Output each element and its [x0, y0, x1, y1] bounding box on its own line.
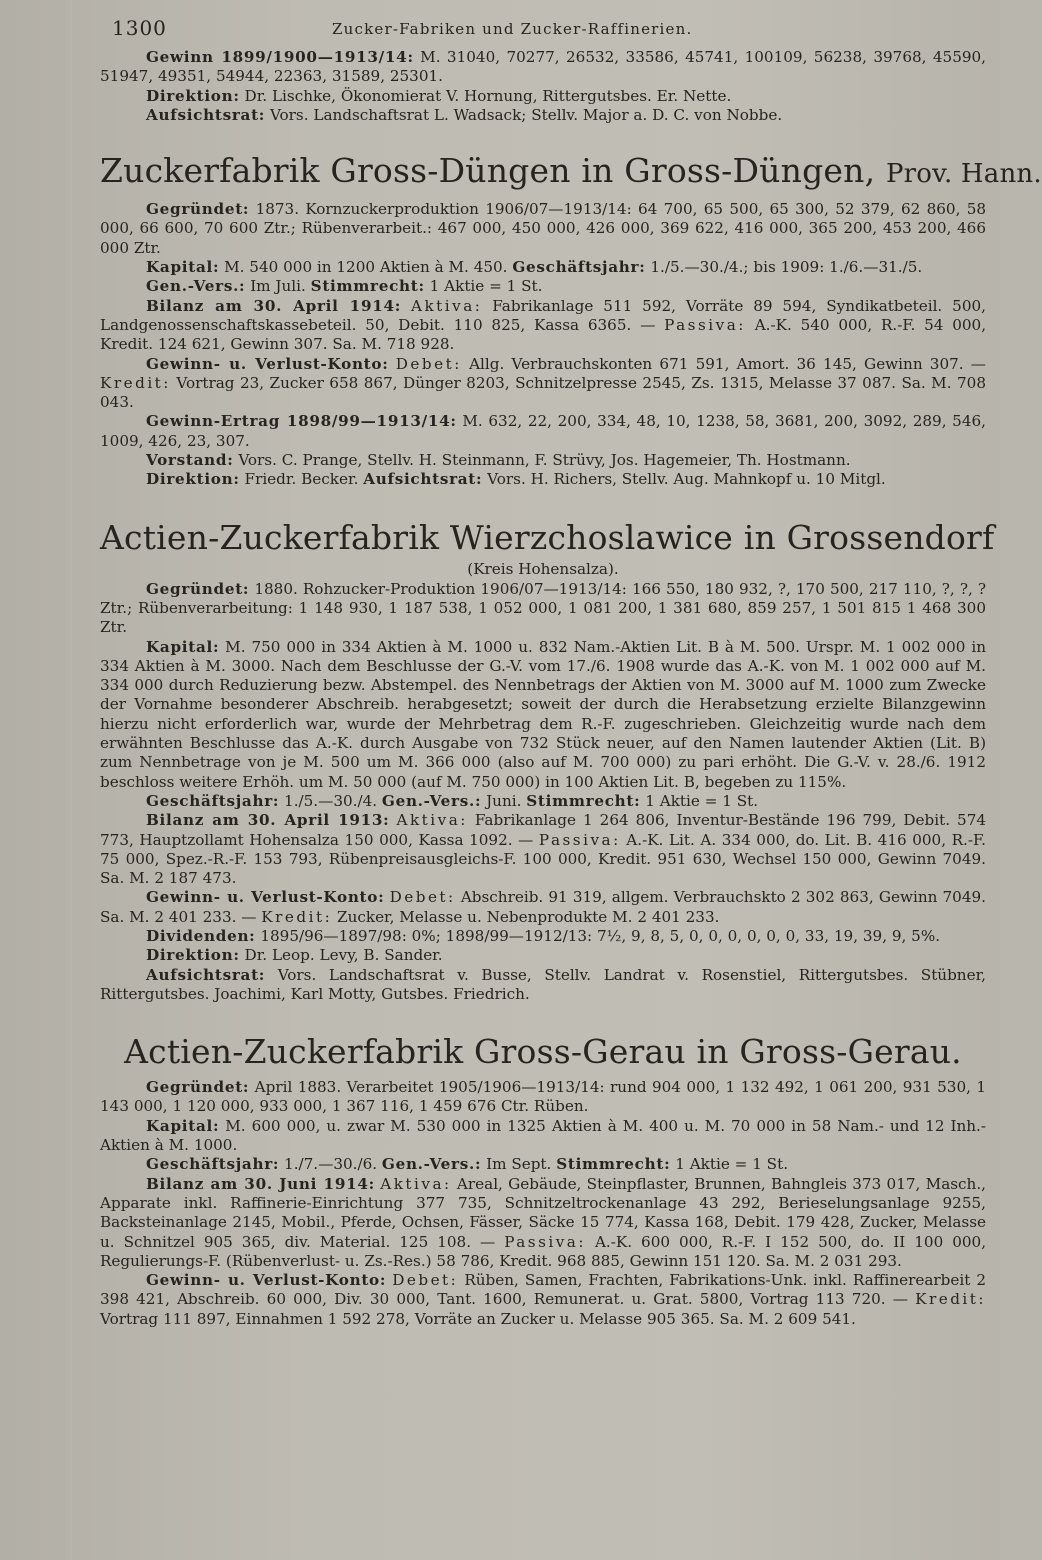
kapital-paragraph: Kapital: M. 750 000 in 334 Aktien à M. 1000 u. 832 Nam.-Aktien Lit. B à M. 500. Urspr. M. 1 002 000 in 334 Aktien à M. 3000. Nach dem Beschlusse der G.-V. vom 17./6. 1908 wurde das A.-K. von M. 1 002 000 auf M. 334 000 durch Reduzierung bezw. Abstempel. des Nennbetrags der Aktien von M. 3000 auf M. 1000 zum Zwecke der Vornahme besonderer Abschreib. herabgesetzt; soweit der durch die Herabsetzung erzielte Bilanzgewinn hierzu nicht erforderlich war, wurde der Mehrbetrag dem R.-F. zugeschrieben. Gleichzeitig wurde nach dem erwähnten Beschlusse das A.-K. durch Ausgabe von 732 Stück neuer, auf den Namen lautender Aktien (Lit. B) zum Nennbetrage von je M. 500 um M. 366 000 (also auf M. 700 000) zu pari erhöht. Die G.-V. v. 28./6. 1912 beschloss weitere Erhöh. um M. 50 000 (auf M. 750 000) in 100 Aktien Lit. B, begeben zu 115%. [100, 637, 987, 791]
gv-konto-paragraph: Gewinn- u. Verlust-Konto: Debet: Abschreib. 91 319, allgem. Verbrauchskto 2 302 863, Gewinn 7049. Sa. M. 2 401 233. — Kredit: Zucker, Melasse u. Nebenprodukte M. 2 401 233. [100, 888, 986, 926]
company-subtitle: (Kreis Hohensalza). [467, 559, 619, 578]
gegruendet-paragraph: Gegründet: 1873. Kornzuckerproduktion 1906/07—1913/14: 64 700, 65 500, 65 300, 52 379, 62 860, 58 000, 66 600, 70 600 Ztr.; Rübenverarbeit.: 467 000, 450 000, 426 000, 369 622, 416 000, 365 200, 453 200, 466 000 Ztr. [100, 200, 987, 257]
direktion-paragraph: Direktion: Dr. Lischke, Ökonomierat V. Hornung, Rittergutsbes. Er. Nette. [146, 86, 732, 105]
previous-entry [100, 48, 986, 125]
company-entry [100, 151, 1042, 489]
aufsichtsrat-paragraph: Aufsichtsrat: Vors. Landschaftsrat L. Wadsack; Stellv. Major a. D. C. von Nobbe. [146, 105, 783, 124]
kapital-paragraph: Kapital: M. 600 000, u. zwar M. 530 000 in 1325 Aktien à M. 400 u. M. 70 000 in 58 Nam.- und 12 Inh.-Aktien à M. 1000. [100, 1116, 986, 1155]
company-entry [100, 1032, 986, 1329]
gewinn-paragraph: Gewinn 1899/1900—1913/14: M. 31040, 70277, 26532, 33586, 45741, 100109, 56238, 39768, 45590, 51947, 49351, 54944, 22363, 31589, 25301. [100, 48, 987, 86]
dividenden-paragraph: Dividenden: 1895/96—1897/98: 0%; 1898/99—1912/13: 7½, 9, 8, 5, 0, 0, 0, 0, 0, 0, 33, 19, 39, 9, 5%. [146, 926, 941, 945]
gv-konto-paragraph: Gewinn- u. Verlust-Konto: Debet: Rüben, Samen, Frachten, Fabrikations-Unk. inkl. Raffinerearbeit 2 398 421, Abschreib. 60 000, Div. 30 000, Tant. 1600, Remunerat. u. Grat. 5800, Vortrag 113 720. — Kredit: Vortrag 111 897, Einnahmen 1 592 278, Vorräte an Zucker u. Melasse 905 365. Sa. M. 2 609 541. [100, 1271, 987, 1328]
genvers-paragraph: Gen.-Vers.: Im Juli. Stimmrecht: 1 Aktie = 1 St. [146, 277, 543, 296]
gv-konto-paragraph: Gewinn- u. Verlust-Konto: Debet: Allg. Verbrauchskonten 671 591, Amort. 36 145, Gewinn 307. — Kredit: Vortrag 23, Zucker 658 867, Dünger 8203, Schnitzelpresse 2545, Zs. 1315, Melasse 37 087. Sa. M. 708 043. [100, 354, 987, 412]
gegruendet-paragraph: Gegründet: 1880. Rohzucker-Produktion 1906/07—1913/14: 166 550, 180 932, ?, 170 500, 217 110, ?, ?, ? Ztr.; Rübenverarbeitung: 1 148 930, 1 187 538, 1 052 000, 1 081 200, 1 381 680, 859 257, 1 501 815 1 468 300 Ztr. [100, 579, 986, 637]
direktion-paragraph: Direktion: Dr. Leop. Levy, B. Sander. [146, 946, 443, 965]
bilanz-paragraph: Bilanz am 30. Juni 1914: Aktiva: Areal, Gebäude, Steinpflaster, Brunnen, Bahngleis 373 017, Masch., Apparate inkl. Raffinerie-Einrichtung 377 735, Schnitzeltrockenanlage 43 292, Berieselungsanlage 9255, Backsteinanlage 2145, Mobil., Pferde, Ochsen, Fässer, Säcke 15 774, Kassa 168, Debit. 179 428, Zucker, Melasse u. Schnitzel 905 365, div. Material. 125 108. — Passiva: A.-K. 600 000, R.-F. I 152 500, do. II 100 000, Regulierungs-F. (Rübenverlust- u. Zs.-Res.) 58 786, Kredit. 968 885, Gewinn 151 120. Sa. M. 2 031 293. [100, 1174, 987, 1270]
ertrag-paragraph: Gewinn-Ertrag 1898/99—1913/14: M. 632, 22, 200, 334, 48, 10, 1238, 58, 3681, 200, 3092, 289, 546, 1009, 426, 23, 307. [100, 412, 986, 450]
company-title: Zuckerfabrik Gross-Düngen in Gross-Düngen, Prov. Hann. [100, 151, 1042, 191]
kapital-paragraph: Kapital: M. 540 000 in 1200 Aktien à M. 450. Geschäftsjahr: 1./5.—30./4.; bis 1909: 1./6.—31./5. [146, 258, 923, 277]
aufsichtsrat-paragraph: Aufsichtsrat: Vors. Landschaftsrat v. Busse, Stellv. Landrat v. Rosenstiel, Rittergutsbes. Stübner, Rittergutsbes. Joachimi, Karl Motty, Gutsbes. Friedrich. [100, 965, 986, 1003]
running-head [100, 16, 986, 46]
company-title: Actien-Zuckerfabrik Wierzchoslawice in Grossendorf [100, 517, 995, 557]
geschaeftsjahr-paragraph: Geschäftsjahr: 1./7.—30./6. Gen.-Vers.: Im Sept. Stimmrecht: 1 Aktie = 1 St. [146, 1155, 789, 1174]
vorstand-paragraph: Vorstand: Vors. C. Prange, Stellv. H. Steinmann, F. Strüvy, Jos. Hagemeier, Th. Hostmann. [146, 451, 851, 470]
bilanz-paragraph: Bilanz am 30. April 1914: Aktiva: Fabrikanlage 511 592, Vorräte 89 594, Syndikatbeteil. 500, Landgenossenschaftskassebeteil. 50, Debit. 110 825, Kassa 6365. — Passiva: A.-K. 540 000, R.-F. 54 000, Kredit. 124 621, Gewinn 307. Sa. M. 718 928. [100, 296, 987, 354]
gegruendet-paragraph: Gegründet: April 1883. Verarbeitet 1905/1906—1913/14: rund 904 000, 1 132 492, 1 061 200, 931 530, 1 143 000, 1 120 000, 933 000, 1 367 116, 1 459 676 Ctr. Rüben. [100, 1078, 986, 1116]
running-title: Zucker-Fabriken und Zucker-Raffinerien. [332, 20, 693, 38]
company-entry [100, 517, 995, 1005]
company-title: Actien-Zuckerfabrik Gross-Gerau in Gross-Gerau. [124, 1032, 962, 1072]
direktion-paragraph: Direktion: Friedr. Becker. Aufsichtsrat: Vors. H. Richers, Stellv. Aug. Mahnkopf u. 10 Mitgl. [146, 470, 886, 489]
geschaeftsjahr-paragraph: Geschäftsjahr: 1./5.—30./4. Gen.-Vers.: Juni. Stimmrecht: 1 Aktie = 1 St. [146, 791, 759, 810]
bilanz-paragraph: Bilanz am 30. April 1913: Aktiva: Fabrikanlage 1 264 806, Inventur-Bestände 196 799, Debit. 574 773, Hauptzollamt Hohensalza 150 000, Kassa 1092. — Passiva: A.-K. Lit. A. 334 000, do. Lit. B. 416 000, R.-F. 75 000, Spez.-R.-F. 153 793, Rübenpreisausgleichs-F. 100 000, Kredit. 951 630, Wechsel 150 000, Gewinn 7049. Sa. M. 2 187 473. [100, 811, 987, 888]
page-number: 1300 [112, 16, 167, 40]
